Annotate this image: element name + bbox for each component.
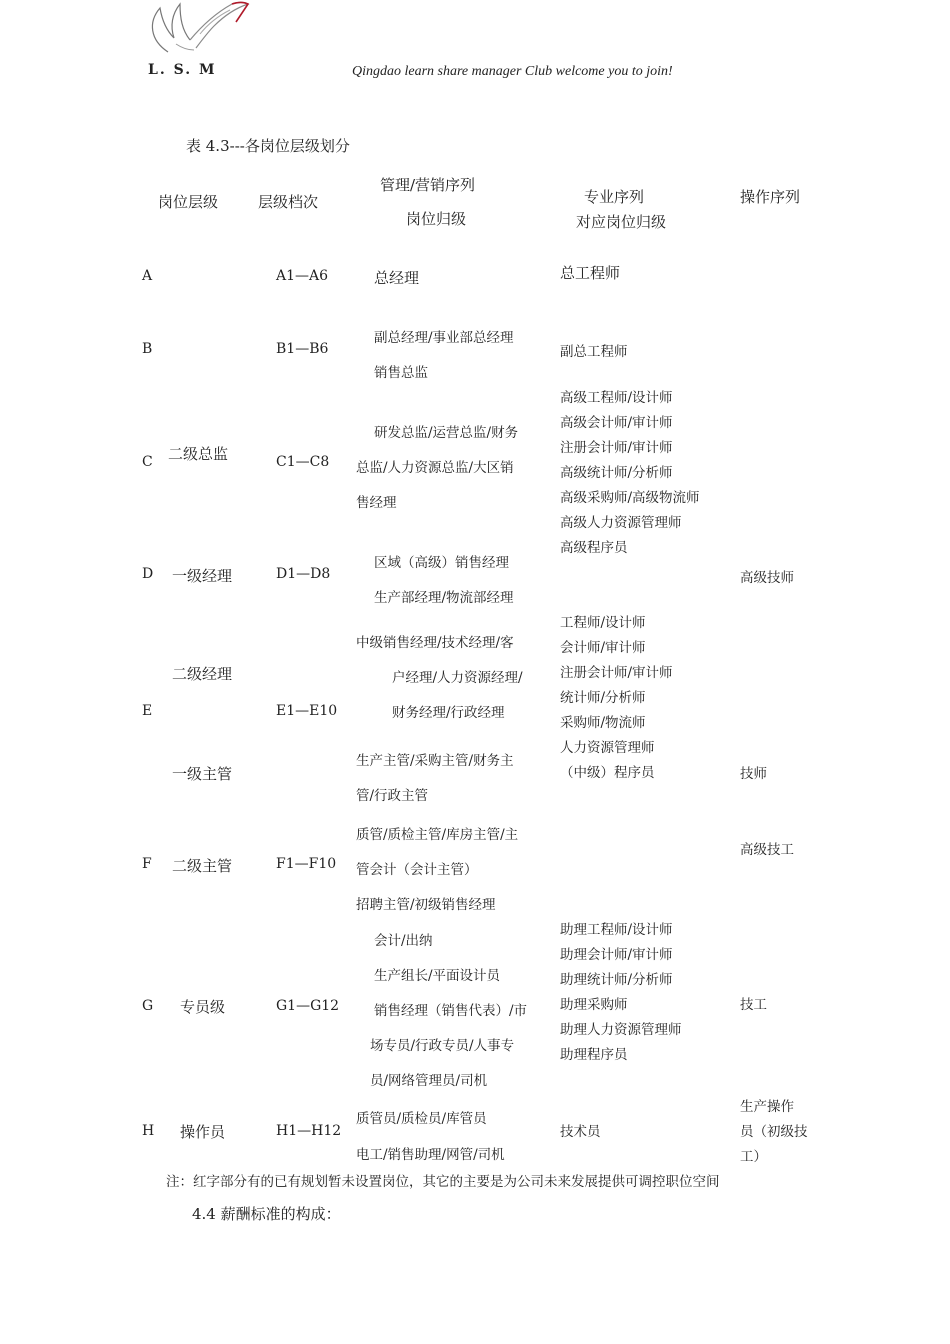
row-g-prof-5: 助理人力资源管理师 xyxy=(560,1022,682,1038)
row-f-mgmt-line1: 质管/质检主管/库房主管/主 xyxy=(356,827,519,843)
header-grade: 层级档次 xyxy=(258,193,319,211)
row-g-mgmt-line5: 场专员/行政专员/人事专 xyxy=(370,1038,515,1054)
row-d-grade: D1—D8 xyxy=(276,566,331,582)
row-e-prof-7: （中级）程序员 xyxy=(560,765,655,781)
row-h-letter: H xyxy=(142,1123,155,1139)
row-a-mgmt: 总经理 xyxy=(374,269,420,287)
row-c-prof-6: 高级人力资源管理师 xyxy=(560,515,682,531)
row-g-prof-1: 助理工程师/设计师 xyxy=(560,922,673,938)
row-e-level-2: 一级主管 xyxy=(172,765,233,783)
table-note: 注：红字部分有的已有规划暂未设置岗位，其它的主要是为公司未来发展提供可调控职位空间 xyxy=(166,1174,720,1190)
row-g-prof-4: 助理采购师 xyxy=(560,997,628,1013)
row-e-prof-3: 注册会计师/审计师 xyxy=(560,665,673,681)
row-e-prof-2: 会计师/审计师 xyxy=(560,640,646,656)
row-f-mgmt-line2: 管会计（会计主管） xyxy=(356,862,478,878)
row-c-mgmt-line1: 研发总监/运营总监/财务 xyxy=(374,425,519,441)
row-h-grade: H1—H12 xyxy=(276,1123,342,1139)
row-a-letter: A xyxy=(142,268,153,284)
row-g-prof-6: 助理程序员 xyxy=(560,1047,628,1063)
row-b-mgmt-line2: 销售总监 xyxy=(374,365,428,381)
row-c-prof-3: 注册会计师/审计师 xyxy=(560,440,673,456)
row-e-prof-1: 工程师/设计师 xyxy=(560,615,646,631)
row-g-mgmt-line3: 生产组长/平面设计员 xyxy=(374,968,501,984)
row-f-ops: 高级技工 xyxy=(740,842,794,858)
row-c-prof-4: 高级统计师/分析师 xyxy=(560,465,673,481)
logo-text: L. S. M xyxy=(148,62,217,78)
header-tagline: Qingdao learn share manager Club welcome you to join! xyxy=(352,64,673,79)
row-c-level: 二级总监 xyxy=(168,445,229,463)
row-g-grade: G1—G12 xyxy=(276,998,340,1014)
header-prof-line1: 专业序列 xyxy=(584,188,645,206)
row-c-prof-5: 高级采购师/高级物流师 xyxy=(560,490,700,506)
row-g-mgmt-line4: 销售经理（销售代表）/市 xyxy=(374,1003,528,1019)
row-g-prof-2: 助理会计师/审计师 xyxy=(560,947,673,963)
row-a-prof: 总工程师 xyxy=(560,264,621,282)
row-d-mgmt-line1: 区域（高级）销售经理 xyxy=(374,555,509,571)
section-heading: 4.4 薪酬标准的构成： xyxy=(192,1205,341,1223)
row-h-mgmt-line2: 电工/销售助理/网管/司机 xyxy=(356,1147,505,1163)
row-d-ops: 高级技师 xyxy=(740,570,794,586)
row-h-ops-line2: 员（初级技 xyxy=(740,1124,808,1140)
row-e-level-1: 二级经理 xyxy=(172,665,233,683)
row-c-letter: C xyxy=(142,454,153,470)
row-d-mgmt-line2: 生产部经理/物流部经理 xyxy=(374,590,514,606)
row-e-mgmt-line4: 生产主管/采购主管/财务主 xyxy=(356,753,514,769)
row-e-mgmt-line2: 户经理/人力资源经理/ xyxy=(392,670,523,686)
row-d-level: 一级经理 xyxy=(172,567,233,585)
row-e-prof-5: 采购师/物流师 xyxy=(560,715,646,731)
row-c-prof-7: 高级程序员 xyxy=(560,540,628,556)
row-b-mgmt-line1: 副总经理/事业部总经理 xyxy=(374,330,514,346)
row-g-ops: 技工 xyxy=(740,997,767,1013)
row-e-prof-4: 统计师/分析师 xyxy=(560,690,646,706)
row-c-prof-2: 高级会计师/审计师 xyxy=(560,415,673,431)
row-g-mgmt-line1: 招聘主管/初级销售经理 xyxy=(356,897,496,913)
row-e-prof-6: 人力资源管理师 xyxy=(560,740,655,756)
row-h-level: 操作员 xyxy=(180,1123,226,1141)
row-f-level: 二级主管 xyxy=(172,857,233,875)
row-b-letter: B xyxy=(142,341,153,357)
row-h-mgmt-line1: 质管员/质检员/库管员 xyxy=(356,1111,487,1127)
row-e-mgmt-line1: 中级销售经理/技术经理/客 xyxy=(356,635,514,651)
row-g-mgmt-line2: 会计/出纳 xyxy=(374,933,433,949)
row-e-mgmt-line3: 财务经理/行政经理 xyxy=(392,705,505,721)
row-c-grade: C1—C8 xyxy=(276,454,330,470)
row-c-mgmt-line3: 售经理 xyxy=(356,495,397,511)
row-f-grade: F1—F10 xyxy=(276,856,337,872)
header-prof-line2: 对应岗位归级 xyxy=(576,213,667,231)
row-b-prof: 副总工程师 xyxy=(560,344,628,360)
row-h-prof: 技术员 xyxy=(560,1124,601,1140)
header-level: 岗位层级 xyxy=(158,193,219,211)
row-c-prof-1: 高级工程师/设计师 xyxy=(560,390,673,406)
row-f-letter: F xyxy=(142,856,152,872)
row-h-ops-line1: 生产操作 xyxy=(740,1099,794,1115)
header-mgmt-line1: 管理/营销序列 xyxy=(380,176,476,194)
row-e-ops: 技师 xyxy=(740,766,767,782)
row-g-prof-3: 助理统计师/分析师 xyxy=(560,972,673,988)
row-c-mgmt-line2: 总监/人力资源总监/大区销 xyxy=(356,460,514,476)
row-d-letter: D xyxy=(142,566,154,582)
row-h-ops-line3: 工） xyxy=(740,1149,767,1165)
wing-logo-icon xyxy=(140,0,250,60)
header-mgmt-line2: 岗位归级 xyxy=(406,210,467,228)
row-g-level: 专员级 xyxy=(180,998,226,1016)
row-e-mgmt-line5: 管/行政主管 xyxy=(356,788,429,804)
table-caption: 表 4.3---各岗位层级划分 xyxy=(186,137,350,155)
row-a-grade: A1—A6 xyxy=(276,268,329,284)
row-g-mgmt-line6: 员/网络管理员/司机 xyxy=(370,1073,488,1089)
row-g-letter: G xyxy=(142,998,154,1014)
club-logo xyxy=(140,0,250,60)
row-b-grade: B1—B6 xyxy=(276,341,329,357)
row-e-grade: E1—E10 xyxy=(276,703,338,719)
row-e-letter: E xyxy=(142,703,153,719)
header-ops: 操作序列 xyxy=(740,188,801,206)
